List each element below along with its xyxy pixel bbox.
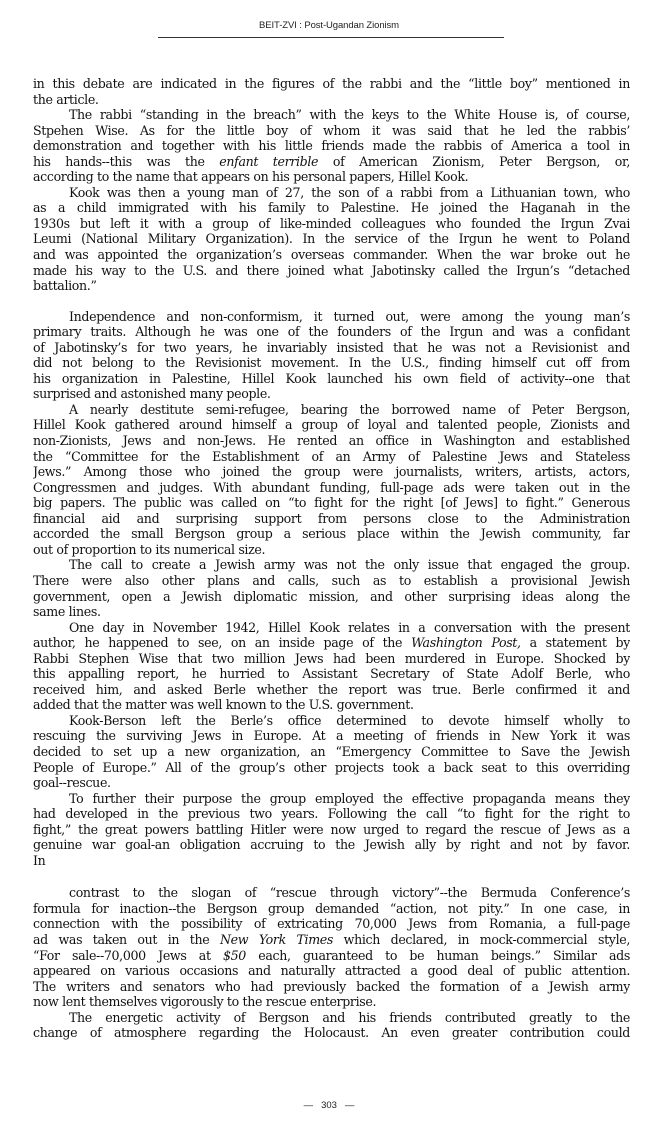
running-header: [0, 20, 658, 31]
text-line: Kook-Berson left the Berle’s office determined to devote himself wholly to: [69, 712, 630, 728]
italic-phrase: enfant terrible: [219, 153, 319, 169]
text-line: Hillel Kook gathered around himself a group of loyal and talented people, Zionists and: [33, 417, 630, 433]
text-line: according to the name that appears on his personal papers, Hillel Kook.: [33, 169, 469, 185]
text-line: Independence and non-conformism, it turned out, were among the young man’s: [69, 308, 630, 324]
text-line: accorded the small Bergson group a serious place within the Jewish community, far: [33, 526, 630, 542]
text-line: ad was taken out in the New York Times which declared, in mock-commercial style,: [33, 931, 630, 947]
text-line: had developed in the previous two years. Following the call “to fight for the right to: [33, 806, 630, 822]
text-line: financial aid and surprising support from persons close to the Administration: [33, 510, 630, 526]
text-line: contrast to the slogan of “rescue through victory”--the Bermuda Conference’s: [69, 885, 630, 901]
text-line: One day in November 1942, Hillel Kook relates in a conversation with the present: [69, 619, 630, 635]
text-line: goal--rescue.: [33, 775, 111, 791]
text-line: received him, and asked Berle whether the report was true. Berle confirmed it and: [33, 681, 630, 697]
text-line: There were also other plans and calls, such as to establish a provisional Jewish: [33, 572, 630, 588]
text-line: his organization in Palestine, Hillel Kook launched his own field of activity--one that: [33, 370, 630, 386]
text-line: big papers. The public was called on “to fight for the right [of Jews] to fight.” Generous: [33, 495, 630, 511]
text-line: did not belong to the Revisionist movement. In the U.S., finding himself cut off from: [33, 355, 630, 371]
text-line: A nearly destitute semi-refugee, bearing the borrowed name of Peter Bergson,: [69, 401, 630, 417]
text-line: made his way to the U.S. and there joined what Jabotinsky called the Irgun’s “detached: [33, 262, 630, 278]
text-line: now lent themselves vigorously to the rescue enterprise.: [33, 994, 377, 1010]
text-line: Kook was then a young man of 27, the son of a rabbi from a Lithuanian town, who: [69, 184, 630, 200]
text-line: same lines.: [33, 604, 101, 620]
italic-phrase: New York Times: [220, 931, 334, 947]
text-line: Rabbi Stephen Wise that two million Jews had been murdered in Europe. Shocked by: [33, 650, 630, 666]
text-line: To further their purpose the group employed the effective propaganda means they: [69, 790, 630, 806]
page-number: 303: [321, 1100, 337, 1111]
footer-dash-right: —: [344, 1100, 355, 1111]
text-line: Leumi (National Military Organization). In the service of the Irgun he went to Poland: [33, 231, 630, 247]
italic-phrase: Washington Post,: [411, 635, 521, 651]
text-line: in this debate are indicated in the figures of the rabbi and the “little boy” mentioned in: [33, 76, 630, 91]
paragraph-gap: [33, 868, 630, 885]
text-line: The energetic activity of Bergson and his friends contributed greatly to the: [69, 1009, 630, 1025]
page-footer: [0, 1100, 658, 1111]
text-line: primary traits. Although he was one of the founders of the Irgun and was a confidant: [33, 324, 630, 340]
text-line: “For sale--70,000 Jews at $50 each, guaranteed to be human beings.” Similar ads: [33, 947, 630, 963]
text-line: non-Zionists, Jews and non-Jews. He rented an office in Washington and established: [33, 433, 630, 449]
text-line: his hands--this was the enfant terrible of American Zionism, Peter Bergson, or,: [33, 153, 630, 169]
text-line: In: [33, 852, 46, 868]
text-line: The call to create a Jewish army was not the only issue that engaged the group.: [69, 557, 630, 573]
text-line: The writers and senators who had previously backed the formation of a Jewish army: [33, 978, 630, 994]
text-line: 1930s but left it with a group of like-minded colleagues who founded the Irgun Zvai: [33, 215, 630, 231]
body-text: [33, 76, 630, 1041]
text-line: demonstration and together with his little friends made the rabbis of America a tool in: [33, 138, 630, 154]
text-line: of Jabotinsky’s for two years, he invariably insisted that he was not a Revisionist and: [33, 339, 630, 355]
footer-dash-left: —: [303, 1100, 314, 1111]
text-line: battalion.”: [33, 278, 97, 294]
paragraph-gap: [33, 294, 630, 309]
text-line: out of proportion to its numerical size.: [33, 541, 266, 557]
text-line: connection with the possibility of extricating 70,000 Jews from Romania, a full-page: [33, 916, 630, 932]
text-line: and was appointed the organization’s overseas commander. When the war broke out he: [33, 247, 630, 263]
text-line: Congressmen and judges. With abundant funding, full-page ads were taken out in the: [33, 479, 630, 495]
text-line: Jews.” Among those who joined the group were journalists, writers, artists, actors,: [33, 464, 630, 480]
text-line: decided to set up a new organization, an “Emergency Committee to Save the Jewish: [33, 743, 630, 759]
text-line: as a child immigrated with his family to Palestine. He joined the Haganah in the: [33, 200, 630, 216]
text-line: the “Committee for the Establishment of an Army of Palestine Jews and Stateless: [33, 448, 630, 464]
text-line: rescuing the surviving Jews in Europe. At a meeting of friends in New York it was: [33, 728, 630, 744]
text-line: added that the matter was well known to the U.S. government.: [33, 697, 414, 713]
text-line: author, he happened to see, on an inside page of the Washington Post, a statement by: [33, 635, 630, 651]
text-line: Stpehen Wise. As for the little boy of whom it was said that he led the rabbis’: [33, 122, 630, 138]
text-line: formula for inaction--the Bergson group demanded “action, not pity.” In one case, in: [33, 900, 630, 916]
italic-phrase: $50: [222, 947, 246, 963]
text-line: fight,” the great powers battling Hitler were now urged to regard the rescue of Jews as a: [33, 821, 630, 837]
text-line: surprised and astonished many people.: [33, 386, 271, 402]
text-line: genuine war goal-an obligation accruing to the Jewish ally by right and not by favor.: [33, 837, 630, 853]
text-line: appeared on various occasions and naturally attracted a good deal of public attention.: [33, 963, 630, 979]
running-title: BEIT-ZVI : Post-Ugandan Zionism: [259, 20, 399, 31]
text-line: change of atmosphere regarding the Holocaust. An even greater contribution could: [33, 1025, 630, 1041]
text-line: The rabbi “standing in the breach” with the keys to the White House is, of course,: [69, 107, 630, 123]
text-line: government, open a Jewish diplomatic mission, and other surprising ideas along the: [33, 588, 630, 604]
text-line: this appalling report, he hurried to Assistant Secretary of State Adolf Berle, who: [33, 666, 630, 682]
header-rule: [158, 37, 504, 38]
text-line: the article.: [33, 91, 99, 107]
text-line: People of Europe.” All of the group’s other projects took a back seat to this overriding: [33, 759, 630, 775]
